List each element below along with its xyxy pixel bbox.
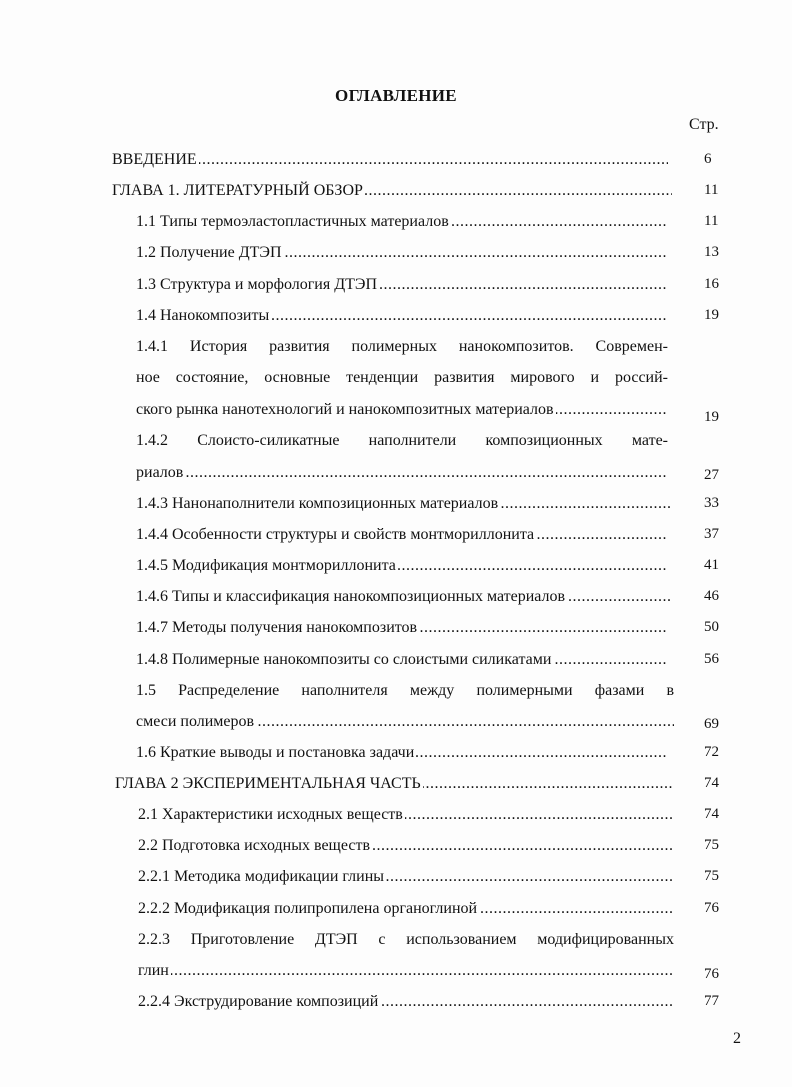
- toc-page-number: 75: [704, 868, 719, 884]
- toc-page-number: 13: [704, 244, 719, 260]
- toc-entry-text: 1.4.3 Нанонаполнители композиционных материалов: [136, 495, 499, 512]
- toc-entry-line: [136, 271, 668, 298]
- toc-entry-line: [138, 926, 674, 953]
- toc-entry-text: смеси полимеров: [136, 713, 255, 730]
- toc-page-number: 56: [704, 651, 719, 667]
- toc-entry-text: 2.2.2 Модификация полипропилена органоглиной: [138, 900, 478, 917]
- toc-entry-line: [136, 459, 668, 486]
- toc-entry-line: [136, 646, 668, 673]
- toc-entry-line: [138, 957, 674, 984]
- toc-entry-line: [136, 521, 668, 548]
- toc-entry-text: ГЛАВА 2 ЭКСПЕРИМЕНТАЛЬНАЯ ЧАСТЬ: [115, 775, 421, 792]
- toc-entry-text: 1.4.4 Особенности структуры и свойств монтмориллонита: [136, 526, 535, 543]
- toc-entry-line: [136, 239, 668, 266]
- toc-entry-text: 1.4.5 Модификация монтмориллонита: [136, 557, 396, 574]
- page-column-header: Стр.: [689, 116, 719, 133]
- toc-entry-text: ВВЕДЕНИЕ: [112, 151, 197, 168]
- toc-entry-line: [138, 895, 674, 922]
- toc-page-number: 11: [704, 213, 719, 229]
- toc-entry-text: 1.5 Распределение наполнителя между полимерными фазами в: [136, 682, 674, 699]
- toc-entry-text: ное состояние, основные тенденции развития мирового и россий-: [136, 369, 668, 386]
- toc-entry-text: 1.1 Типы термоэластопластичных материалов: [136, 213, 449, 230]
- toc-page-number: 27: [704, 467, 719, 483]
- toc-page-number: 16: [704, 276, 719, 292]
- toc-entry-text: 1.4.1 История развития полимерных нанокомпозитов. Современ-: [136, 338, 668, 355]
- toc-entry-text: 2.2.4 Экструдирование композиций: [138, 993, 379, 1010]
- toc-page-number: 41: [704, 557, 719, 573]
- toc-entry-line: [138, 801, 674, 828]
- toc-entry-text: ГЛАВА 1. ЛИТЕРАТУРНЫЙ ОБЗОР: [112, 182, 363, 199]
- toc-entry-line: [112, 146, 668, 173]
- toc-entry-line: [136, 427, 668, 454]
- toc-entry-text: 1.4.6 Типы и классификация нанокомпозиционных материалов: [136, 588, 566, 605]
- toc-entry-text: 1.2 Получение ДТЭП: [136, 244, 282, 261]
- toc-entry-line: [136, 677, 674, 704]
- toc-entry-line: [136, 208, 668, 235]
- toc-page-number: 19: [704, 409, 719, 425]
- toc-entry-line: [138, 832, 674, 859]
- toc-entry-line: [136, 364, 668, 391]
- toc-page-number: 69: [704, 716, 719, 732]
- page-number: 2: [733, 1030, 741, 1047]
- toc-entry-text: 2.2.3 Приготовление ДТЭП с использованием модифицированных: [138, 931, 674, 948]
- toc-entry-line: [138, 988, 674, 1015]
- toc-entry-text: 1.4 Нанокомпозиты: [136, 307, 270, 324]
- toc-entry-text: 2.1 Характеристики исходных веществ: [138, 806, 403, 823]
- toc-entry-text: 2.2 Подготовка исходных веществ: [138, 837, 371, 854]
- toc-entry-text: ского рынка нанотехнологий и нанокомпозитных материалов: [136, 401, 554, 418]
- toc-entry-line: [136, 552, 668, 579]
- toc-page-number: 74: [704, 775, 719, 791]
- toc-entry-text: глин: [138, 962, 169, 979]
- toc-page-number: 6: [704, 151, 712, 167]
- toc-page-number: 19: [704, 307, 719, 323]
- toc-entry-line: [136, 302, 668, 329]
- toc-page-number: 75: [704, 837, 719, 853]
- toc-page-number: 77: [704, 993, 719, 1009]
- toc-title: ОГЛАВЛЕНИЕ: [335, 86, 457, 105]
- toc-entry-text: 1.3 Структура и морфология ДТЭП: [136, 276, 377, 293]
- toc-entry-line: [136, 583, 670, 610]
- toc-page-number: 11: [704, 182, 719, 198]
- toc-entry-line: [136, 708, 674, 735]
- toc-page-number: 72: [704, 744, 719, 760]
- toc-entry-text: 1.6 Краткие выводы и постановка задачи: [136, 744, 415, 761]
- toc-entry-text: 2.2.1 Методика модификации глины: [138, 868, 384, 885]
- toc-entry-line: [136, 614, 668, 641]
- toc-page-number: 74: [704, 806, 719, 822]
- toc-entry-line: [115, 770, 674, 797]
- toc-page-number: 76: [704, 900, 719, 916]
- toc-entry-text: 1.4.7 Методы получения нанокомпозитов: [136, 619, 418, 636]
- toc-page-number: 76: [704, 966, 719, 982]
- toc-entry-line: [112, 177, 672, 204]
- toc-page-number: 33: [704, 495, 719, 511]
- toc-entry-text: 1.4.8 Полимерные нанокомпозиты со слоистыми силикатами: [136, 651, 552, 668]
- toc-entry-line: [136, 396, 668, 423]
- toc-entry-text: риалов: [136, 464, 184, 481]
- toc-entry-line: [138, 863, 674, 890]
- toc-entry-line: [136, 333, 668, 360]
- toc-page-number: 46: [704, 588, 719, 604]
- toc-entry-line: [136, 490, 672, 517]
- toc-entry-text: 1.4.2 Слоисто-силикатные наполнители композиционных мате-: [136, 432, 668, 449]
- toc-page-number: 50: [704, 619, 719, 635]
- toc-page-number: 37: [704, 526, 719, 542]
- toc-entry-line: [136, 739, 668, 766]
